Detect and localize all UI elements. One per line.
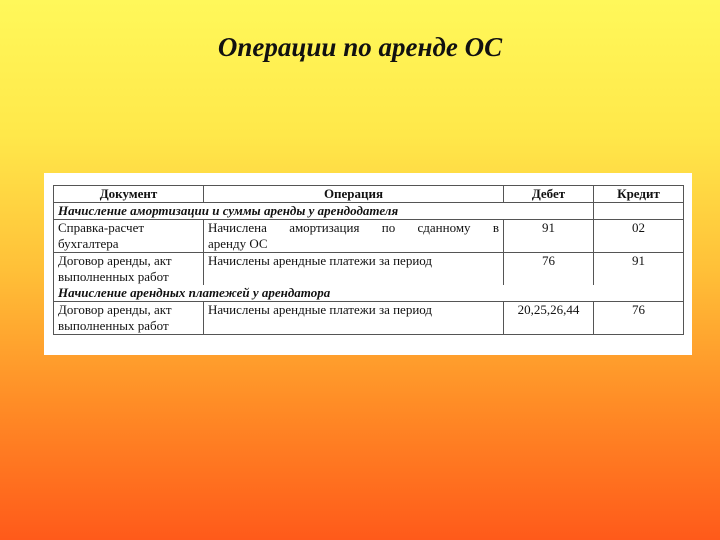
header-document: Документ xyxy=(54,186,204,203)
operation-line: Начислены арендные платежи за период xyxy=(208,253,433,268)
table-row xyxy=(54,220,684,253)
document-cell xyxy=(54,220,204,253)
slide-title: Операции по аренде ОС xyxy=(217,32,503,62)
table-header-row xyxy=(54,186,684,203)
debit-cell: 76 xyxy=(504,253,594,286)
table-row xyxy=(54,302,684,335)
document-cell xyxy=(54,302,204,335)
table-row xyxy=(54,253,684,286)
operation-line: Начислена амортизация по сданному в xyxy=(208,220,499,235)
document-line: выполненных работ xyxy=(58,269,169,284)
document-line: Справка-расчет xyxy=(58,220,145,235)
header-debit: Дебет xyxy=(504,186,594,203)
document-line: Договор аренды, акт xyxy=(58,253,172,268)
operation-cell xyxy=(204,253,504,286)
document-cell xyxy=(54,253,204,286)
table-panel xyxy=(44,173,692,355)
section-lessee-label: Начисление арендных платежей у арендатора xyxy=(54,285,504,302)
operation-cell xyxy=(204,302,504,335)
document-line: бухгалтера xyxy=(58,236,119,251)
debit-cell: 91 xyxy=(504,220,594,253)
header-credit: Кредит xyxy=(594,186,684,203)
document-line: выполненных работ xyxy=(58,318,169,333)
credit-cell: 76 xyxy=(594,302,684,335)
credit-cell: 02 xyxy=(594,220,684,253)
debit-cell: 20,25,26,44 xyxy=(504,302,594,335)
section-row xyxy=(54,203,684,220)
operation-cell xyxy=(204,220,504,253)
section-row xyxy=(54,285,684,302)
document-line: Договор аренды, акт xyxy=(58,302,172,317)
operation-line: Начислены арендные платежи за период xyxy=(208,302,433,317)
operation-line: аренду ОС xyxy=(208,236,268,251)
header-operation: Операция xyxy=(204,186,504,203)
credit-cell: 91 xyxy=(594,253,684,286)
section-lessor-label: Начисление амортизации и суммы аренды у арендодателя xyxy=(54,203,504,220)
rent-operations-table xyxy=(53,185,684,335)
